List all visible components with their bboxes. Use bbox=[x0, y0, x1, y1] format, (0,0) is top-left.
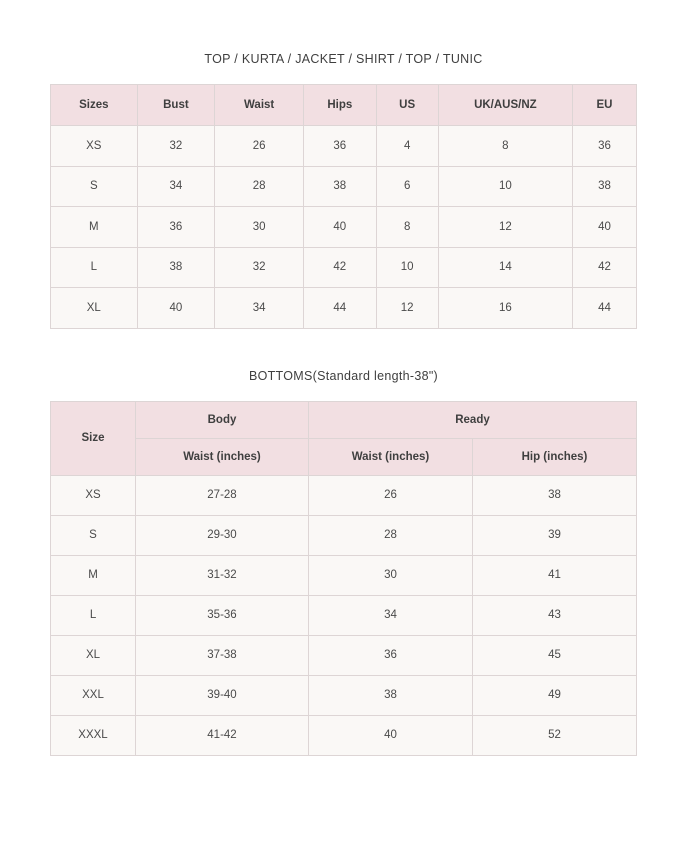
cell-ready-hip: 52 bbox=[472, 715, 636, 755]
cell-uk: 16 bbox=[438, 288, 572, 329]
cell-waist: 28 bbox=[215, 166, 304, 207]
cell-us: 8 bbox=[376, 207, 438, 248]
size-chart-page bbox=[0, 52, 687, 844]
cell-eu: 38 bbox=[572, 166, 636, 207]
table-row bbox=[51, 715, 637, 755]
cell-bust: 40 bbox=[137, 288, 215, 329]
header-cell-sizes: Sizes bbox=[51, 85, 138, 126]
cell-hips: 40 bbox=[304, 207, 376, 248]
cell-hips: 44 bbox=[304, 288, 376, 329]
cell-us: 4 bbox=[376, 126, 438, 167]
cell-body-waist: 29-30 bbox=[136, 515, 309, 555]
table-row bbox=[51, 595, 637, 635]
header-cell-ready: Ready bbox=[308, 401, 636, 438]
table-row bbox=[51, 555, 637, 595]
cell-body-waist: 39-40 bbox=[136, 675, 309, 715]
cell-hips: 36 bbox=[304, 126, 376, 167]
cell-waist: 32 bbox=[215, 247, 304, 288]
cell-bust: 36 bbox=[137, 207, 215, 248]
table-row bbox=[51, 675, 637, 715]
header-cell-uk-aus-nz: UK/AUS/NZ bbox=[438, 85, 572, 126]
bottoms-table-container bbox=[0, 401, 687, 756]
cell-waist: 26 bbox=[215, 126, 304, 167]
header-cell-body: Body bbox=[136, 401, 309, 438]
cell-size: XL bbox=[51, 288, 138, 329]
cell-us: 12 bbox=[376, 288, 438, 329]
cell-body-waist: 35-36 bbox=[136, 595, 309, 635]
table-row bbox=[51, 247, 637, 288]
top-table-body bbox=[51, 126, 637, 329]
cell-size: S bbox=[51, 515, 136, 555]
cell-ready-waist: 36 bbox=[308, 635, 472, 675]
header-cell-waist: Waist bbox=[215, 85, 304, 126]
header-cell-size: Size bbox=[51, 401, 136, 475]
cell-eu: 36 bbox=[572, 126, 636, 167]
cell-size: XXL bbox=[51, 675, 136, 715]
cell-eu: 42 bbox=[572, 247, 636, 288]
cell-size: M bbox=[51, 555, 136, 595]
header-cell-hips: Hips bbox=[304, 85, 376, 126]
cell-ready-waist: 40 bbox=[308, 715, 472, 755]
cell-ready-hip: 43 bbox=[472, 595, 636, 635]
table-row bbox=[51, 207, 637, 248]
cell-ready-hip: 39 bbox=[472, 515, 636, 555]
subheader-body-waist: Waist (inches) bbox=[136, 438, 309, 475]
top-section-title: TOP / KURTA / JACKET / SHIRT / TOP / TUNIC bbox=[204, 52, 483, 66]
cell-body-waist: 37-38 bbox=[136, 635, 309, 675]
cell-size: XL bbox=[51, 635, 136, 675]
cell-eu: 40 bbox=[572, 207, 636, 248]
header-cell-bust: Bust bbox=[137, 85, 215, 126]
cell-ready-hip: 49 bbox=[472, 675, 636, 715]
cell-ready-waist: 38 bbox=[308, 675, 472, 715]
bottoms-table-head bbox=[51, 401, 637, 475]
cell-ready-hip: 38 bbox=[472, 475, 636, 515]
cell-bust: 34 bbox=[137, 166, 215, 207]
table-row bbox=[51, 635, 637, 675]
table-row bbox=[51, 475, 637, 515]
cell-size: XS bbox=[51, 475, 136, 515]
cell-uk: 12 bbox=[438, 207, 572, 248]
cell-us: 10 bbox=[376, 247, 438, 288]
cell-size: L bbox=[51, 247, 138, 288]
cell-waist: 30 bbox=[215, 207, 304, 248]
cell-size: L bbox=[51, 595, 136, 635]
cell-ready-waist: 26 bbox=[308, 475, 472, 515]
bottoms-table-body bbox=[51, 475, 637, 755]
subheader-ready-hip: Hip (inches) bbox=[472, 438, 636, 475]
cell-size: S bbox=[51, 166, 138, 207]
cell-eu: 44 bbox=[572, 288, 636, 329]
cell-body-waist: 31-32 bbox=[136, 555, 309, 595]
subheader-ready-waist: Waist (inches) bbox=[308, 438, 472, 475]
top-header-row bbox=[51, 85, 637, 126]
cell-body-waist: 41-42 bbox=[136, 715, 309, 755]
cell-uk: 10 bbox=[438, 166, 572, 207]
top-table-container bbox=[0, 84, 687, 329]
table-row bbox=[51, 288, 637, 329]
cell-ready-waist: 28 bbox=[308, 515, 472, 555]
bottoms-size-table bbox=[50, 401, 637, 756]
top-table-head bbox=[51, 85, 637, 126]
cell-body-waist: 27-28 bbox=[136, 475, 309, 515]
bottoms-section-title: BOTTOMS(Standard length-38") bbox=[248, 368, 439, 383]
cell-uk: 14 bbox=[438, 247, 572, 288]
cell-size: XXXL bbox=[51, 715, 136, 755]
table-row bbox=[51, 166, 637, 207]
cell-ready-waist: 34 bbox=[308, 595, 472, 635]
top-size-table bbox=[50, 84, 637, 329]
header-cell-eu: EU bbox=[572, 85, 636, 126]
bottoms-header-row-1 bbox=[51, 401, 637, 438]
cell-hips: 38 bbox=[304, 166, 376, 207]
cell-bust: 32 bbox=[137, 126, 215, 167]
cell-ready-hip: 45 bbox=[472, 635, 636, 675]
cell-ready-hip: 41 bbox=[472, 555, 636, 595]
cell-uk: 8 bbox=[438, 126, 572, 167]
cell-bust: 38 bbox=[137, 247, 215, 288]
bottoms-header-row-2 bbox=[51, 438, 637, 475]
table-row bbox=[51, 515, 637, 555]
cell-hips: 42 bbox=[304, 247, 376, 288]
cell-us: 6 bbox=[376, 166, 438, 207]
header-cell-us: US bbox=[376, 85, 438, 126]
cell-size: M bbox=[51, 207, 138, 248]
cell-waist: 34 bbox=[215, 288, 304, 329]
cell-ready-waist: 30 bbox=[308, 555, 472, 595]
table-row bbox=[51, 126, 637, 167]
cell-size: XS bbox=[51, 126, 138, 167]
